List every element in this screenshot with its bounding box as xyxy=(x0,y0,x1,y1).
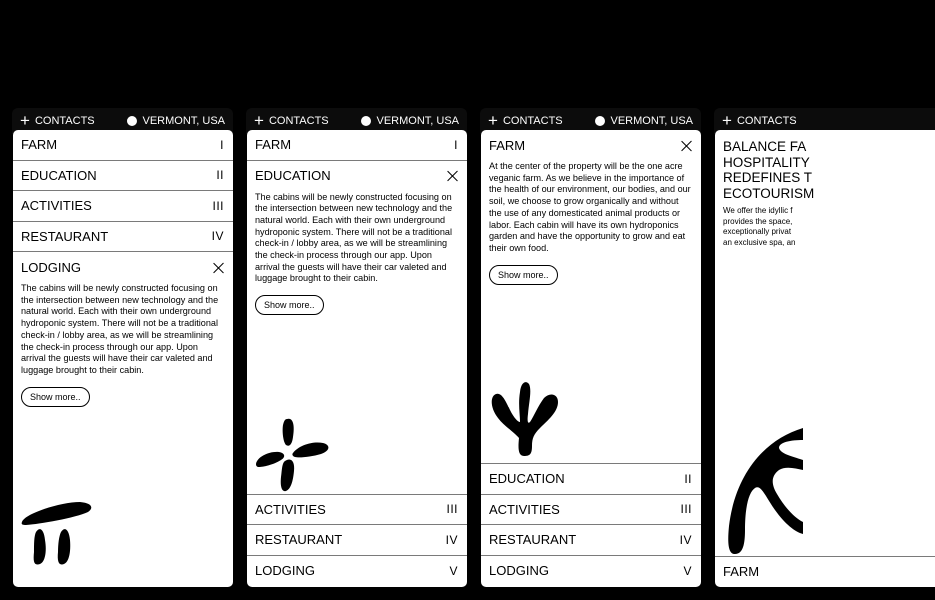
screen-education xyxy=(246,108,467,587)
accordion-item-education[interactable] xyxy=(481,464,701,495)
screen-lodging xyxy=(12,108,233,587)
item-label: ACTIVITIES xyxy=(489,501,560,517)
leaf-illustration-icon xyxy=(723,426,803,566)
contacts-label: CONTACTS xyxy=(268,115,329,127)
plus-icon: + xyxy=(254,110,264,130)
contacts-button[interactable] xyxy=(254,110,329,130)
show-more-button[interactable]: Show more.. xyxy=(489,265,558,285)
accordion-item-restaurant[interactable] xyxy=(481,525,701,556)
item-number: V xyxy=(449,563,458,578)
accordion-open-lodging xyxy=(13,252,233,407)
close-icon[interactable] xyxy=(447,170,458,181)
item-label: FARM xyxy=(489,137,526,153)
show-more-button[interactable]: Show more.. xyxy=(21,387,90,407)
item-number: V xyxy=(683,563,692,578)
location xyxy=(361,115,459,127)
location-label: VERMONT, USA xyxy=(142,115,225,127)
accordion-item-farm[interactable] xyxy=(247,130,467,161)
item-description: At the center of the property will be the one acre veganic farm. As we believe in the importance of the health of our environment, our bodies, and our soil, we choose to grow organically and without the use of any domesticated animal products or labor. Each cabin will have its own hydroponics garden and have the opportunity to grow and eat their own food. xyxy=(489,161,691,253)
intro-line: exceptionally privat xyxy=(723,227,792,236)
location xyxy=(595,115,693,127)
plus-icon: + xyxy=(722,110,732,130)
accordion-item-restaurant[interactable] xyxy=(247,525,467,556)
contacts-button[interactable] xyxy=(722,110,797,130)
accordion-header[interactable] xyxy=(255,161,458,191)
screen-farm xyxy=(480,108,701,587)
contacts-button[interactable] xyxy=(488,110,563,130)
accordion-item-activities[interactable] xyxy=(481,495,701,526)
location-label: VERMONT, USA xyxy=(376,115,459,127)
item-label: ACTIVITIES xyxy=(255,501,326,517)
item-label: RESTAURANT xyxy=(21,228,109,244)
accordion-header[interactable] xyxy=(21,252,224,282)
contacts-label: CONTACTS xyxy=(34,115,95,127)
item-label: FARM xyxy=(255,137,292,153)
accordion-item-education[interactable] xyxy=(13,161,233,192)
accordion-item-farm[interactable] xyxy=(715,556,935,588)
contacts-label: CONTACTS xyxy=(736,115,797,127)
contacts-label: CONTACTS xyxy=(502,115,563,127)
item-label: RESTAURANT xyxy=(489,532,577,548)
item-label: FARM xyxy=(723,564,760,580)
accordion-item-lodging[interactable] xyxy=(481,556,701,587)
plus-icon: + xyxy=(20,110,30,130)
heading-line: ECOTOURISM xyxy=(723,185,815,201)
stones-illustration-icon xyxy=(20,500,100,580)
item-number: II xyxy=(684,471,692,486)
item-label: EDUCATION xyxy=(255,168,331,183)
location-dot-icon xyxy=(361,116,371,126)
item-number: III xyxy=(212,198,224,213)
item-label: EDUCATION xyxy=(489,471,565,487)
item-label: FARM xyxy=(21,137,58,153)
intro-line: an exclusive spa, an xyxy=(723,237,796,247)
accordion-open-farm xyxy=(481,130,701,464)
item-number: IV xyxy=(211,229,224,244)
item-label: LODGING xyxy=(255,563,315,579)
accordion-item-lodging[interactable] xyxy=(247,556,467,587)
petals-illustration-icon xyxy=(255,417,335,497)
accordion-item-activities[interactable] xyxy=(247,495,467,526)
accordion-item-farm[interactable] xyxy=(13,130,233,161)
contacts-button[interactable] xyxy=(20,110,95,130)
location-dot-icon xyxy=(595,116,605,126)
accordion-item-restaurant[interactable] xyxy=(13,222,233,253)
close-icon[interactable] xyxy=(681,140,692,151)
heading-line: BALANCE FA xyxy=(723,139,807,154)
location-label: VERMONT, USA xyxy=(610,115,693,127)
location-dot-icon xyxy=(127,116,137,126)
sprout-illustration-icon xyxy=(488,378,568,458)
close-icon[interactable] xyxy=(213,262,224,273)
intro-line: We offer the idyllic f xyxy=(723,206,793,215)
accordion-card xyxy=(481,130,701,587)
hero-intro xyxy=(715,201,935,248)
item-number: I xyxy=(220,137,224,152)
accordion-item-activities[interactable] xyxy=(13,191,233,222)
intro-line: provides the space, xyxy=(723,216,793,226)
item-number: II xyxy=(216,168,224,183)
item-label: ACTIVITIES xyxy=(21,198,92,214)
accordion-card xyxy=(247,130,467,587)
accordion-open-education xyxy=(247,161,467,495)
item-number: III xyxy=(680,502,692,517)
item-number: IV xyxy=(445,532,458,547)
hero-heading xyxy=(715,130,935,201)
item-label: LODGING xyxy=(21,259,81,275)
show-more-button[interactable]: Show more.. xyxy=(255,295,324,315)
item-number: I xyxy=(454,137,458,152)
heading-line: REDEFINES T xyxy=(723,170,813,185)
item-number: IV xyxy=(679,532,692,547)
item-label: RESTAURANT xyxy=(255,532,343,548)
item-description: The cabins will be newly constructed focusing on the intersection between new technology and the natural world. Each with their own underground hydroponic system. There will not be a traditional check-in / lobby area, as we will be streamlining the check-in process through our app. Upon arrival the guests will have their car valeted and luggage brought to their cabin. xyxy=(21,283,219,375)
plus-icon: + xyxy=(488,110,498,130)
item-label: LODGING xyxy=(489,563,549,579)
item-label: EDUCATION xyxy=(21,167,97,183)
accordion-card xyxy=(13,130,233,587)
location xyxy=(127,115,225,127)
screen-home xyxy=(714,108,935,587)
item-description: The cabins will be newly constructed focusing on the intersection between new technology and the natural world. Each with their own underground hydroponic system. There will not be a traditional check-in / lobby area, as we will be streamlining the check-in process through our app. Upon arrival the guests will have their car valeted and luggage brought to their cabin. xyxy=(255,191,453,284)
item-number: III xyxy=(446,502,458,517)
accordion-header[interactable] xyxy=(489,130,692,160)
home-card xyxy=(715,130,935,587)
heading-line: HOSPITALITY xyxy=(723,154,810,170)
